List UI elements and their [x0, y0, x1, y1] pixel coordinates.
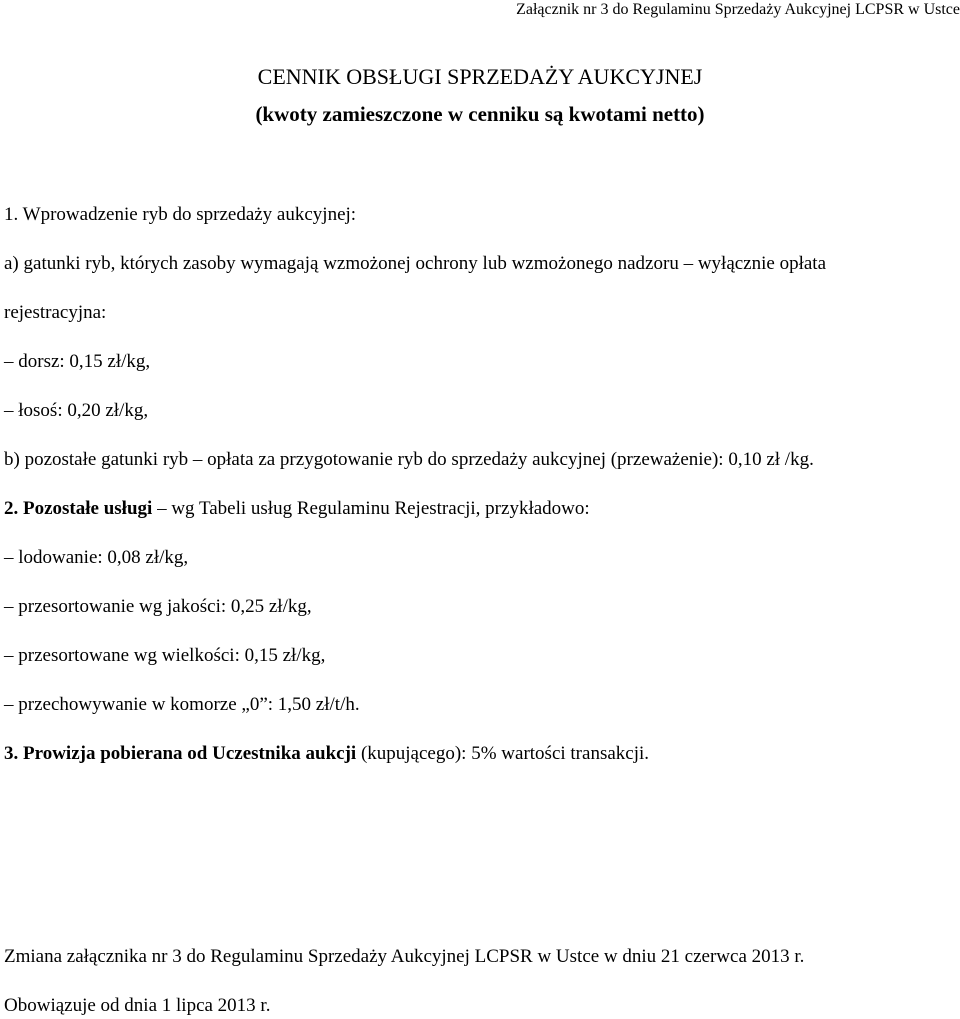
list-item: – łosoś: 0,20 zł/kg,: [4, 400, 148, 422]
section1-a-line1: a) gatunki ryb, których zasoby wymagają wzmożonej ochrony lub wzmożonego nadzoru – wyłącznie opłata: [4, 253, 827, 274]
section1-a-line2: rejestracyjna:: [4, 302, 107, 323]
document-subtitle: (kwoty zamieszczone w cenniku są kwotami netto): [255, 102, 705, 126]
change-note: Zmiana załącznika nr 3 do Regulaminu Sprzedaży Aukcyjnej LCPSR w Ustce w dniu 21 czerwca 2013 r.: [4, 946, 805, 967]
section2-heading-bold: 2. Pozostałe usługi: [4, 498, 153, 519]
section3-heading-rest: (kupującego): 5% wartości transakcji.: [356, 743, 650, 764]
section2-heading: [4, 498, 590, 520]
list-item: – przechowywanie w komorze „0”: 1,50 zł/t/h.: [4, 694, 360, 716]
list-item: – przesortowane wg wielkości: 0,15 zł/kg,: [4, 645, 325, 667]
section3-heading-bold: 3. Prowizja pobierana od Uczestnika aukcji: [4, 743, 357, 764]
list-item: – dorsz: 0,15 zł/kg,: [4, 351, 150, 373]
section1-heading: 1. Wprowadzenie ryb do sprzedaży aukcyjnej:: [4, 204, 357, 225]
attachment-note: Załącznik nr 3 do Regulaminu Sprzedaży Aukcyjnej LCPSR w Ustce: [516, 1, 960, 18]
document-title: CENNIK OBSŁUGI SPRZEDAŻY AUKCYJNEJ: [257, 64, 703, 89]
section3-heading: [4, 743, 649, 765]
list-item: – lodowanie: 0,08 zł/kg,: [4, 547, 188, 569]
section2-heading-rest: – wg Tabeli usług Regulaminu Rejestracji, przykładowo:: [152, 498, 590, 519]
section1-b-line: b) pozostałe gatunki ryb – opłata za przygotowanie ryb do sprzedaży aukcyjnej (przeważenie): 0,10 zł /kg.: [4, 449, 814, 470]
effective-note: Obowiązuje od dnia 1 lipca 2013 r.: [4, 995, 271, 1016]
list-item: – przesortowanie wg jakości: 0,25 zł/kg,: [4, 596, 312, 618]
